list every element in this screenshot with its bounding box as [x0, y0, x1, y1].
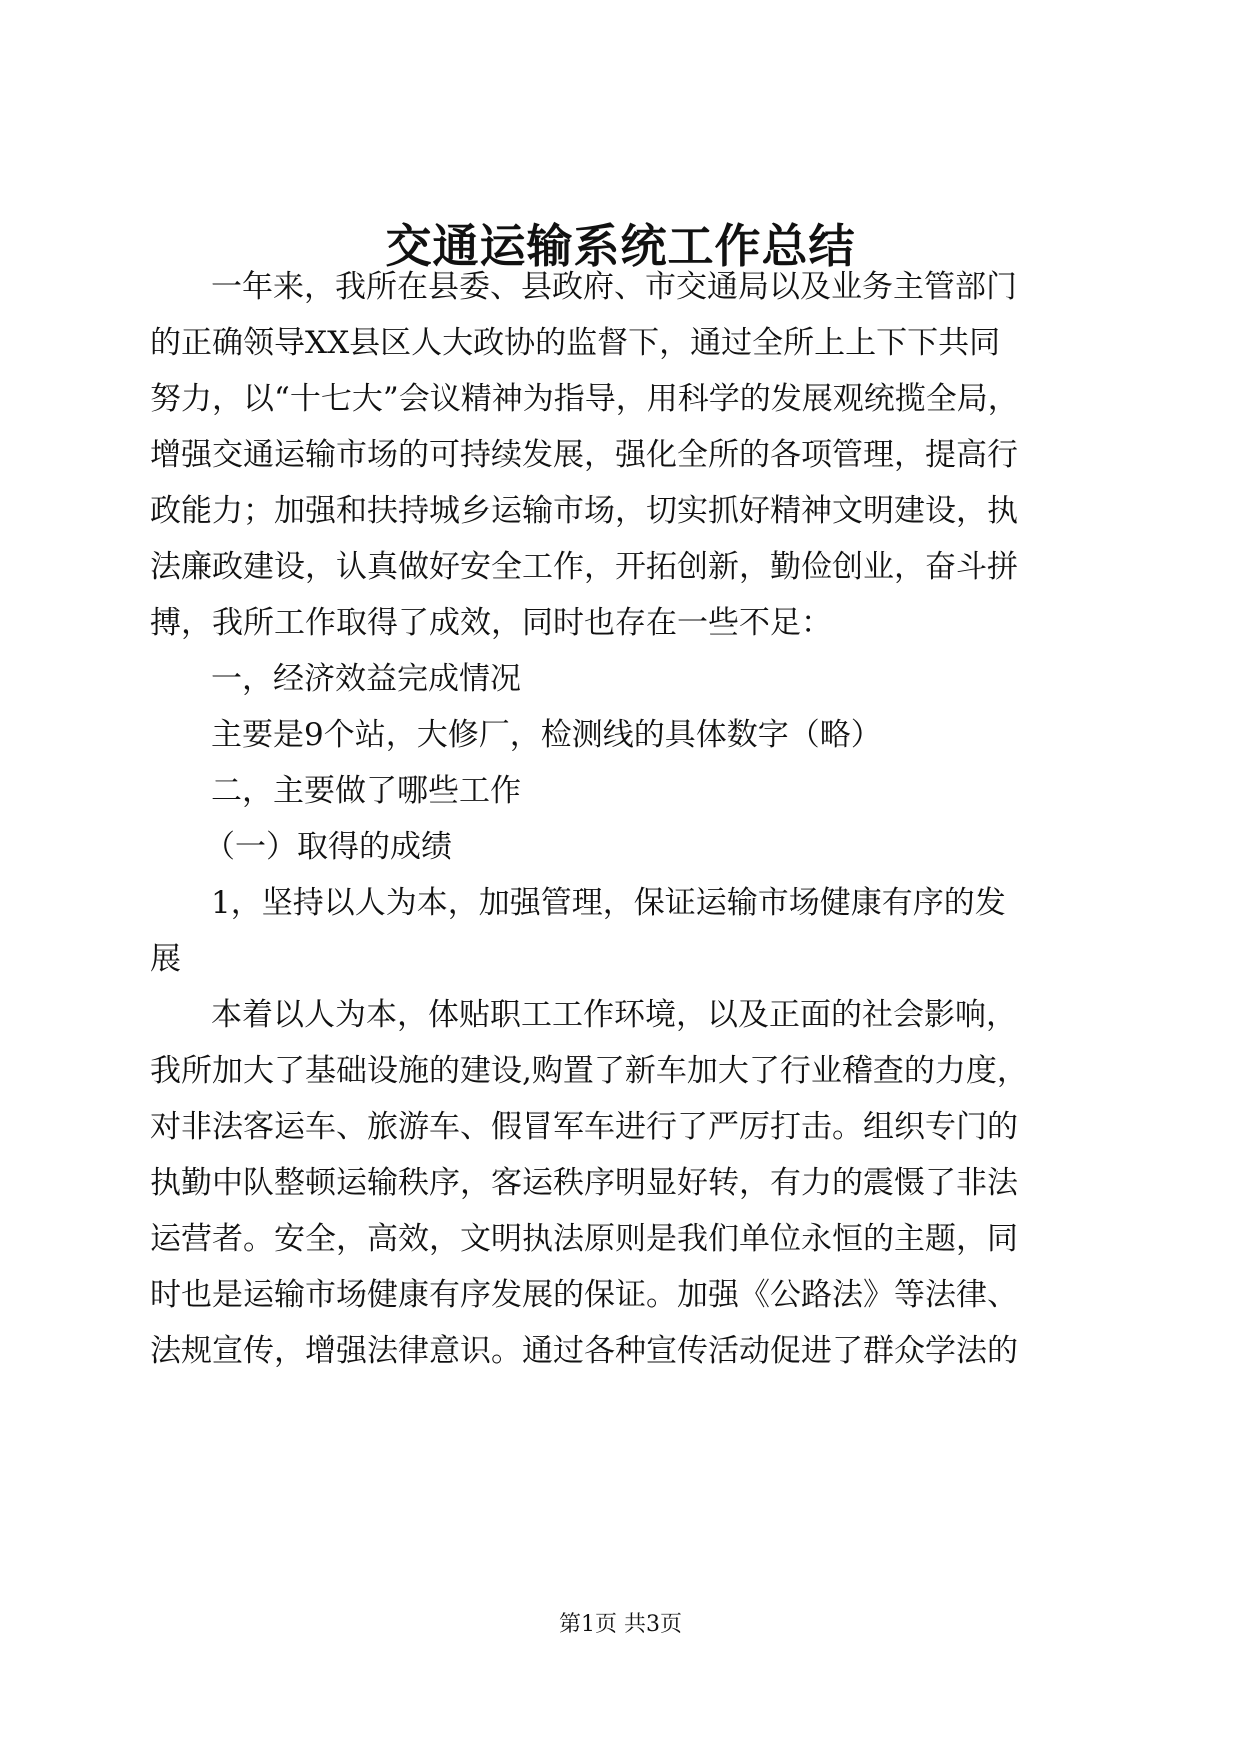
body-line: 对非法客运车、旅游车、假冒军车进行了严厉打击。组织专门的 — [150, 1109, 1018, 1145]
body-line: 本着以人为本，体贴职工工作环境，以及正面的社会影响， — [211, 997, 1017, 1033]
body-line: 政能力；加强和扶持城乡运输市场，切实抓好精神文明建设，执 — [150, 493, 1018, 529]
body-line: 增强交通运输市场的可持续发展，强化全所的各项管理，提高行 — [150, 437, 1018, 473]
body-line: 的正确领导XX县区人大政协的监督下，通过全所上上下下共同 — [150, 325, 1001, 361]
document-title: 交通运输系统工作总结 — [385, 219, 856, 273]
body-line: 法廉政建设，认真做好安全工作，开拓创新，勤俭创业，奋斗拼 — [150, 549, 1018, 585]
body-line: 搏，我所工作取得了成效，同时也存在一些不足： — [150, 605, 832, 641]
subsection-heading: （一）取得的成绩 — [204, 829, 452, 865]
body-line: 努力，以“十七大”会议精神为指导，用科学的发展观统揽全局， — [150, 381, 1019, 417]
body-line: 主要是9个站，大修厂，检测线的具体数字（略） — [211, 717, 882, 753]
body-line: 法规宣传，增强法律意识。通过各种宣传活动促进了群众学法的 — [150, 1333, 1018, 1369]
page-footer: 第1页 共3页 — [559, 1612, 682, 1637]
body-line: 时也是运输市场健康有序发展的保证。加强《公路法》等法律、 — [150, 1277, 1018, 1313]
item-heading: 1，坚持以人为本，加强管理，保证运输市场健康有序的发 — [211, 885, 1006, 921]
section-heading: 一，经济效益完成情况 — [211, 661, 521, 697]
body-line: 我所加大了基础设施的建设,购置了新车加大了行业稽查的力度， — [150, 1053, 1028, 1089]
section-heading: 二，主要做了哪些工作 — [211, 773, 521, 809]
body-line: 一年来，我所在县委、县政府、市交通局以及业务主管部门 — [211, 269, 1017, 305]
item-heading: 展 — [150, 941, 181, 977]
body-line: 运营者。安全，高效，文明执法原则是我们单位永恒的主题，同 — [150, 1221, 1018, 1257]
body-line: 执勤中队整顿运输秩序，客运秩序明显好转，有力的震慑了非法 — [150, 1165, 1018, 1201]
